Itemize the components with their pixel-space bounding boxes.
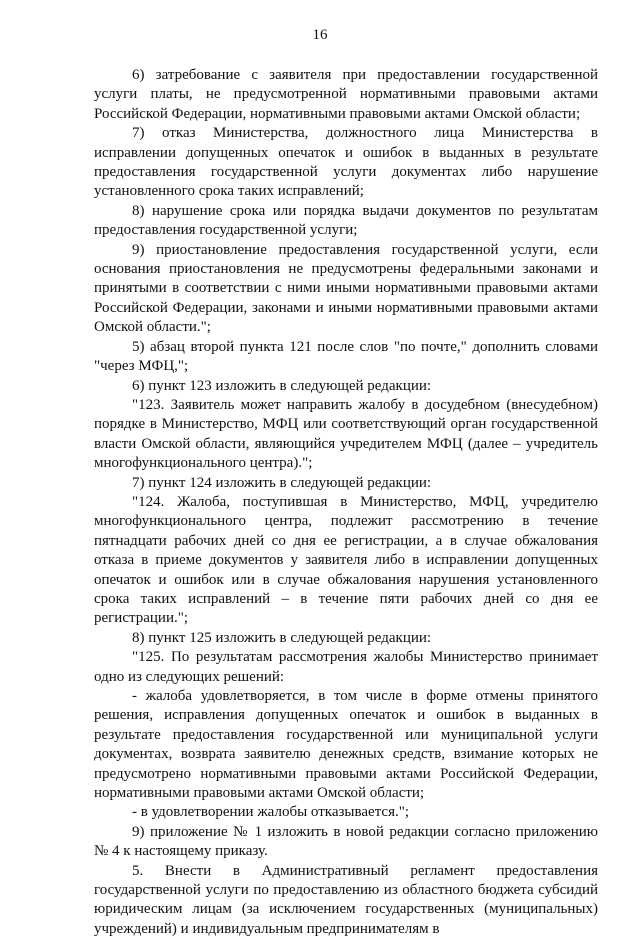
paragraph: "124. Жалоба, поступившая в Министерство, МФЦ, учредителю многофункционального центра, подлежит рассмотрению в течение пятнадцати рабочих дней со дня ее регистрации, а в случае обжалования отказа в приеме документов у заявителя либо в исправлении допущенных опечаток и ошибок или в случае обжалования нарушения установленного срока таких исправлений – в течение пяти рабочих дней со дня ее регистрации."; [94, 493, 598, 627]
paragraph: 5) абзац второй пункта 121 после слов "по почте," дополнить словами "через МФЦ,"; [94, 338, 598, 375]
paragraph: 8) нарушение срока или порядка выдачи документов по результатам предоставления государственной услуги; [94, 202, 598, 239]
paragraph: 9) приложение № 1 изложить в новой редакции согласно приложению № 4 к настоящему приказу. [94, 823, 598, 860]
paragraph: 6) затребование с заявителя при предоставлении государственной услуги платы, не предусмотренной нормативными правовыми актами Российской Федерации, нормативными правовыми актами Омской области; [94, 67, 598, 122]
paragraph: "123. Заявитель может направить жалобу в досудебном (внесудебном) порядке в Министерство, МФЦ или соответствующий орган государственной власти Омской области, являющийся учредителем МФЦ (далее – учредитель многофункционального центра)."; [94, 396, 598, 472]
paragraph: 7) пункт 124 изложить в следующей редакции: [132, 474, 432, 491]
paragraph: 9) приостановление предоставления государственной услуги, если основания приостановления не предусмотрены федеральными законами и принятыми в соответствии с ними иными нормативными правовыми актами Российской Федерации, законами и иными нормативными правовыми актами Омской области."; [94, 241, 598, 336]
paragraph: 7) отказ Министерства, должностного лица Министерства в исправлении допущенных опечаток и ошибок в выданных в результате предоставления государственной услуги документах либо нарушение установленного срока таких исправлений; [94, 125, 598, 200]
document-body [94, 66, 598, 939]
paragraph: 8) пункт 125 изложить в следующей редакции: [132, 629, 432, 646]
paragraph: "125. По результатам рассмотрения жалобы Министерство принимает одно из следующих решений: [94, 649, 598, 685]
paragraph: - в удовлетворении жалобы отказывается."; [132, 804, 410, 821]
page-number: 16 [312, 27, 328, 43]
paragraph: 5. Внести в Административный регламент предоставления государственной услуги по предоставлению из областного бюджета субсидий юридическим лицам (за исключением государственных (муниципальных) учреждений) и индивидуальным предпринимателям в [94, 862, 598, 937]
paragraph: 6) пункт 123 изложить в следующей редакции: [132, 377, 432, 394]
paragraph: - жалоба удовлетворяется, в том числе в форме отмены принятого решения, исправления допущенных опечаток и ошибок в выданных в результате предоставления государственной или муниципальной услуги документах, возврата заявителю денежных средств, взимание которых не предусмотрено нормативными правовыми актами Российской Федерации, нормативными правовыми актами Омской области; [94, 688, 598, 802]
